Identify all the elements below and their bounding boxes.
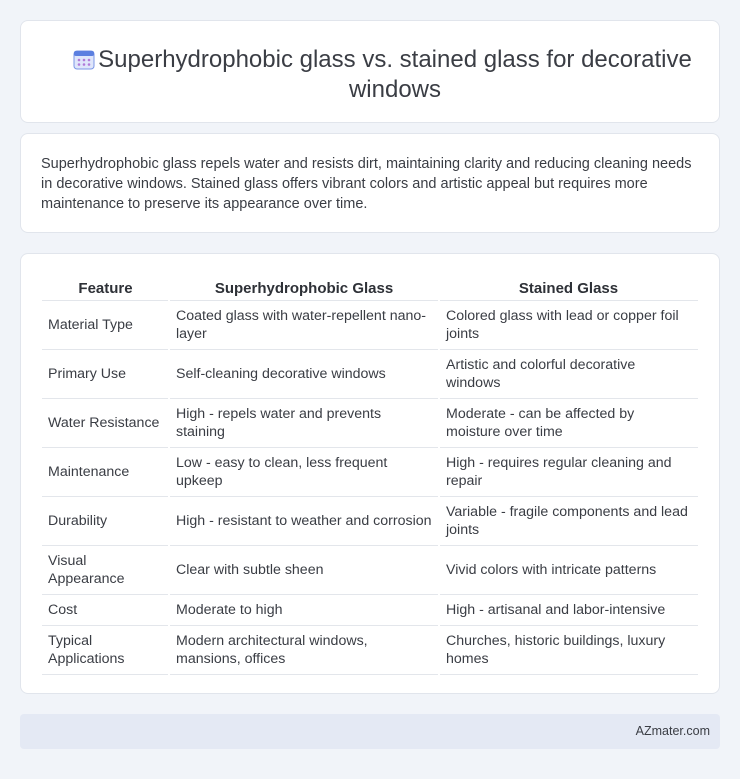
table-row bbox=[42, 625, 698, 674]
footer-brand: AZmater.com bbox=[635, 724, 710, 738]
calendar-icon bbox=[73, 49, 95, 71]
row-feature: Typical Applications bbox=[42, 625, 169, 674]
row-stained: Churches, historic buildings, luxury homes bbox=[439, 625, 698, 674]
row-stained: Artistic and colorful decorative windows bbox=[439, 349, 698, 398]
row-feature: Water Resistance bbox=[42, 398, 169, 447]
table-row bbox=[42, 447, 698, 496]
table-row bbox=[42, 496, 698, 545]
title-card bbox=[20, 20, 720, 123]
summary-card bbox=[20, 133, 720, 233]
row-superhydrophobic: High - repels water and prevents staining bbox=[169, 398, 439, 447]
row-stained: High - artisanal and labor-intensive bbox=[439, 594, 698, 625]
header-superhydrophobic-glass: Superhydrophobic Glass bbox=[169, 274, 439, 300]
header-feature: Feature bbox=[42, 274, 169, 300]
row-feature: Material Type bbox=[42, 300, 169, 349]
table-row bbox=[42, 594, 698, 625]
row-superhydrophobic: Clear with subtle sheen bbox=[169, 545, 439, 594]
comparison-table bbox=[42, 274, 698, 675]
table-row bbox=[42, 545, 698, 594]
summary-text: Superhydrophobic glass repels water and resists dirt, maintaining clarity and reducing cleaning needs in decorative windows. Stained glass offers vibrant colors and artistic appeal but requires more maintenance to preserve its appearance over time. bbox=[41, 156, 692, 212]
row-superhydrophobic: Moderate to high bbox=[169, 594, 439, 625]
row-superhydrophobic: High - resistant to weather and corrosion bbox=[169, 496, 439, 545]
row-superhydrophobic: Self-cleaning decorative windows bbox=[169, 349, 439, 398]
title-wrap bbox=[61, 45, 699, 105]
row-superhydrophobic: Coated glass with water-repellent nano-layer bbox=[169, 300, 439, 349]
row-feature: Visual Appearance bbox=[42, 545, 169, 594]
row-superhydrophobic: Modern architectural windows, mansions, offices bbox=[169, 625, 439, 674]
page-title: Superhydrophobic glass vs. stained glass for decorative windows bbox=[98, 46, 692, 103]
row-stained: Colored glass with lead or copper foil joints bbox=[439, 300, 698, 349]
row-stained: Variable - fragile components and lead joints bbox=[439, 496, 698, 545]
row-feature: Primary Use bbox=[42, 349, 169, 398]
row-stained: Vivid colors with intricate patterns bbox=[439, 545, 698, 594]
row-feature: Cost bbox=[42, 594, 169, 625]
table-row bbox=[42, 300, 698, 349]
table-row bbox=[42, 349, 698, 398]
row-feature: Durability bbox=[42, 496, 169, 545]
table-row bbox=[42, 398, 698, 447]
comparison-table-card bbox=[20, 253, 720, 694]
row-feature: Maintenance bbox=[42, 447, 169, 496]
row-superhydrophobic: Low - easy to clean, less frequent upkeep bbox=[169, 447, 439, 496]
footer bbox=[20, 714, 720, 749]
table-header-row bbox=[42, 274, 698, 300]
row-stained: Moderate - can be affected by moisture over time bbox=[439, 398, 698, 447]
header-stained-glass: Stained Glass bbox=[439, 274, 698, 300]
row-stained: High - requires regular cleaning and repair bbox=[439, 447, 698, 496]
